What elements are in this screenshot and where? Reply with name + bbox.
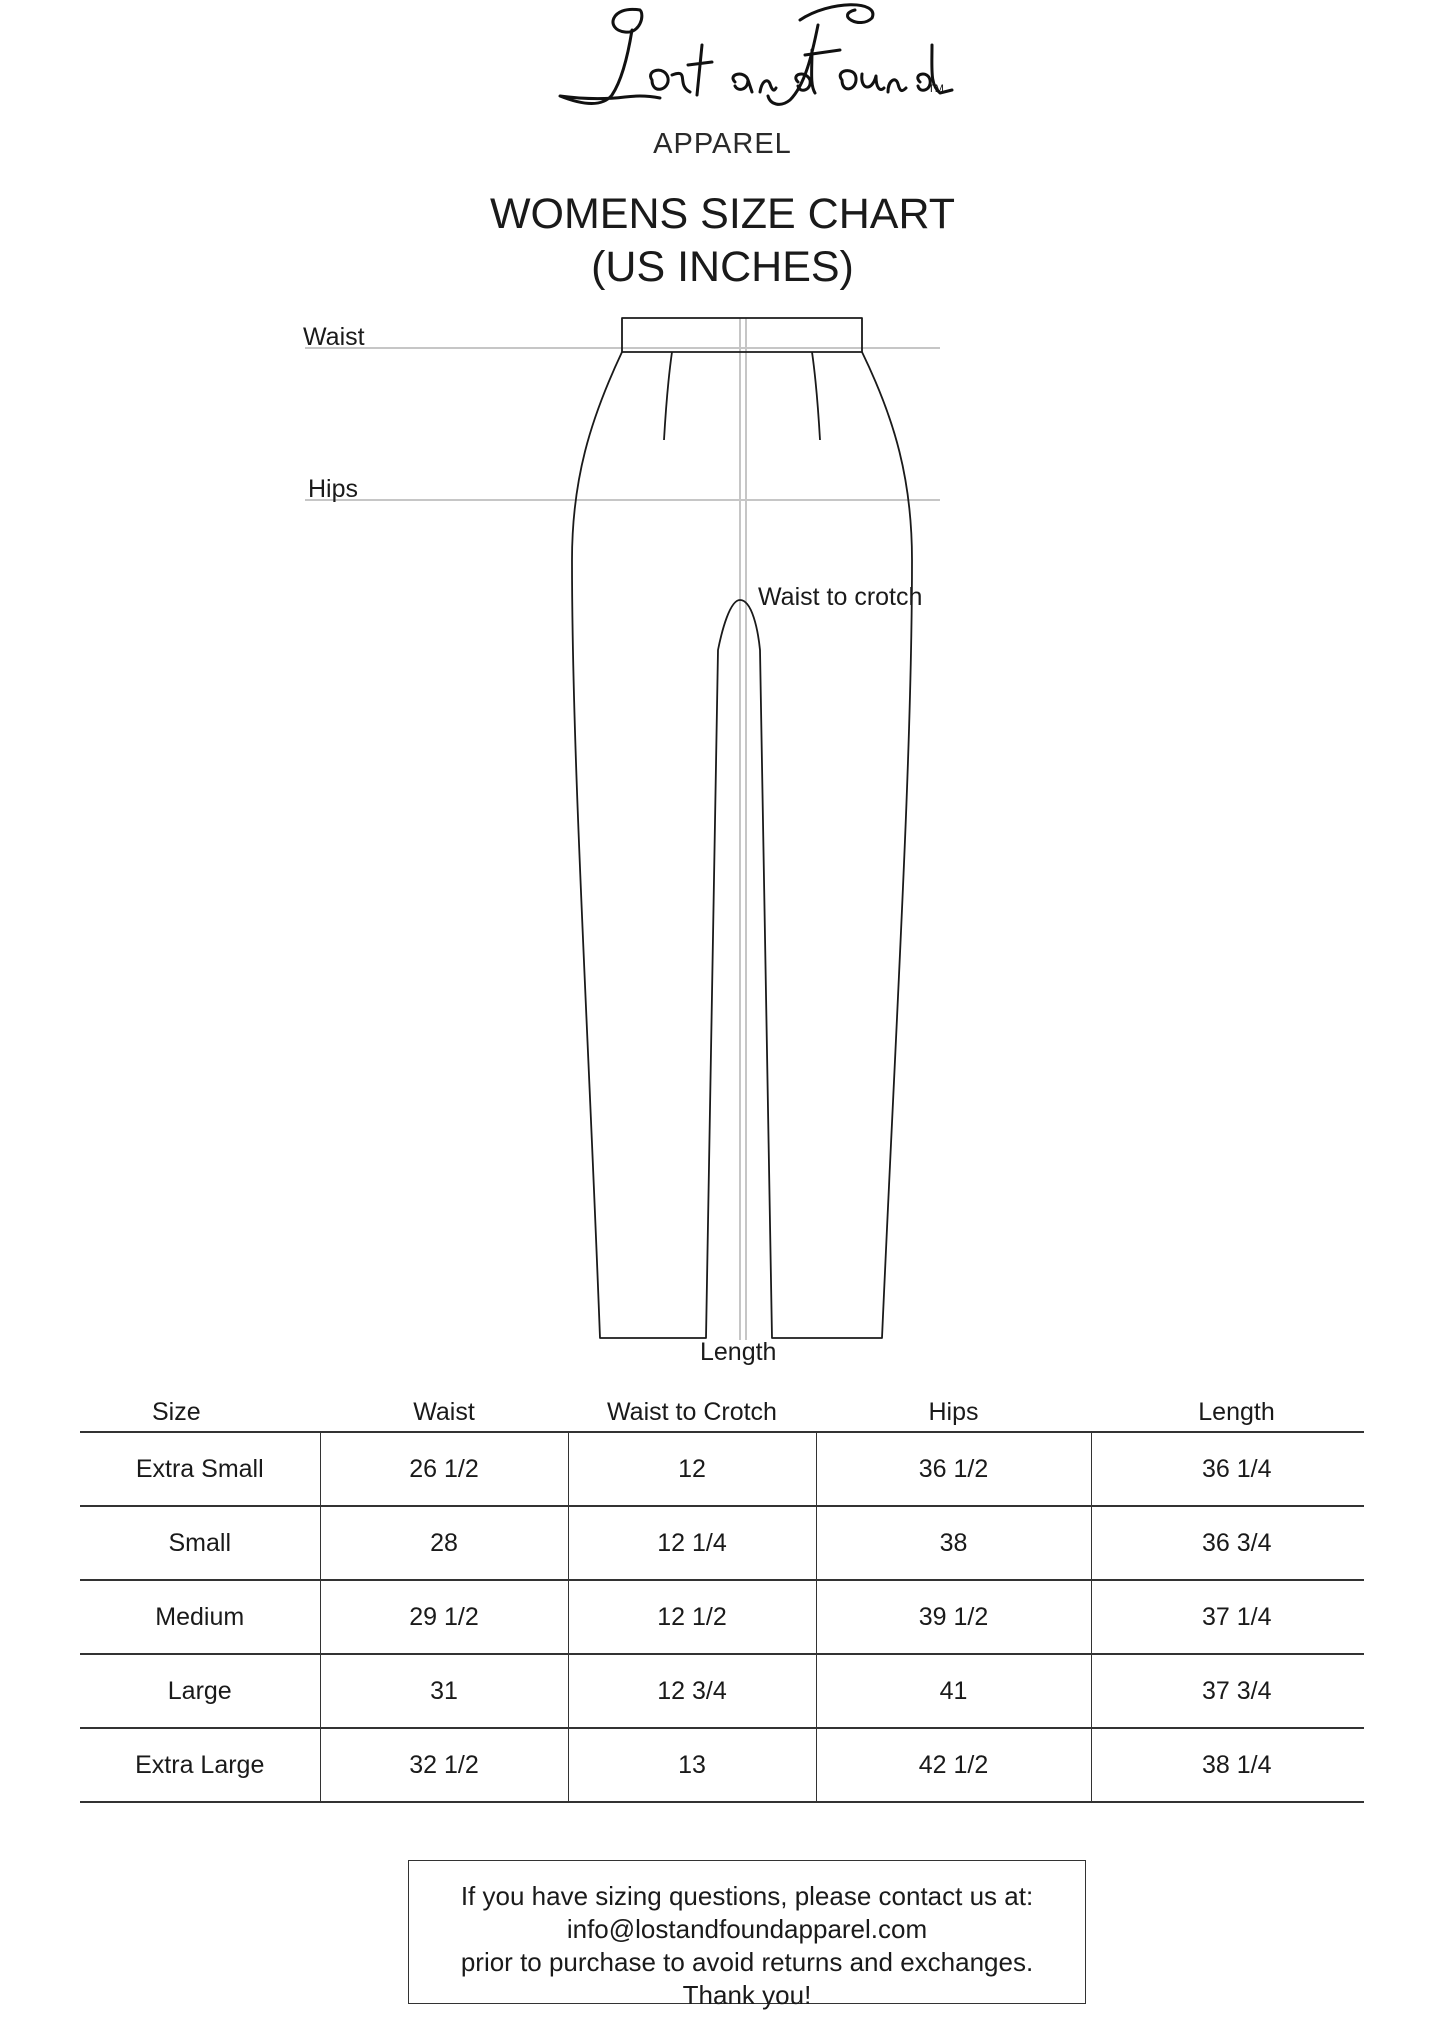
- cell-size: Extra Large: [80, 1728, 320, 1802]
- header-length: Length: [1091, 1375, 1364, 1432]
- cell-hips: 36 1/2: [816, 1432, 1091, 1506]
- header-waist-to-crotch: Waist to Crotch: [568, 1375, 816, 1432]
- size-table: [80, 1375, 1364, 1803]
- contact-box: [408, 1860, 1086, 2010]
- cell-size: Large: [80, 1654, 320, 1728]
- header-waist: Waist: [320, 1375, 568, 1432]
- page-title: [0, 188, 1445, 294]
- header-hips: Hips: [816, 1375, 1091, 1432]
- cell-waist: 32 1/2: [320, 1728, 568, 1802]
- length-label: Length: [700, 1338, 777, 1366]
- cell-waist-to-crotch: 12 3/4: [568, 1654, 816, 1728]
- cell-size: Small: [80, 1506, 320, 1580]
- cell-waist-to-crotch: 13: [568, 1728, 816, 1802]
- cell-waist: 29 1/2: [320, 1580, 568, 1654]
- pants-diagram: [0, 300, 1445, 1370]
- cell-waist: 26 1/2: [320, 1432, 568, 1506]
- cell-hips: 39 1/2: [816, 1580, 1091, 1654]
- cell-hips: 38: [816, 1506, 1091, 1580]
- contact-line-4: Thank you!: [682, 1980, 812, 2010]
- header-size: Size: [80, 1375, 320, 1432]
- waist-to-crotch-label: Waist to crotch: [758, 583, 923, 611]
- table-row: [80, 1506, 1364, 1580]
- hips-label: Hips: [308, 475, 359, 503]
- cell-waist: 31: [320, 1654, 568, 1728]
- table-row: [80, 1654, 1364, 1728]
- cell-length: 36 3/4: [1091, 1506, 1364, 1580]
- cell-size: Extra Small: [80, 1432, 320, 1506]
- cell-hips: 42 1/2: [816, 1728, 1091, 1802]
- cell-waist-to-crotch: 12 1/4: [568, 1506, 816, 1580]
- trademark-mark: TM: [928, 83, 944, 95]
- cell-length: 38 1/4: [1091, 1728, 1364, 1802]
- brand-logo: [0, 0, 1445, 125]
- table-row: [80, 1580, 1364, 1654]
- cell-length: 37 3/4: [1091, 1654, 1364, 1728]
- contact-line-1: If you have sizing questions, please contact us at:: [460, 1881, 1034, 1911]
- title-line-2: (US INCHES): [591, 243, 854, 291]
- title-line-1: WOMENS SIZE CHART: [489, 190, 956, 238]
- brand-logo-signature: [0, 0, 1445, 125]
- contact-email[interactable]: info@lostandfoundapparel.com: [566, 1914, 928, 1944]
- right-dart: [812, 352, 820, 440]
- cell-waist-to-crotch: 12: [568, 1432, 816, 1506]
- cell-length: 36 1/4: [1091, 1432, 1364, 1506]
- left-dart: [664, 352, 672, 440]
- pants-illustration: [0, 300, 1445, 1370]
- cell-size: Medium: [80, 1580, 320, 1654]
- contact-line-3: prior to purchase to avoid returns and exchanges.: [460, 1947, 1034, 1977]
- table-header-row: [80, 1375, 1364, 1432]
- cell-waist-to-crotch: 12 1/2: [568, 1580, 816, 1654]
- waistband: [622, 318, 862, 352]
- table-row: [80, 1432, 1364, 1506]
- cell-length: 37 1/4: [1091, 1580, 1364, 1654]
- cell-hips: 41: [816, 1654, 1091, 1728]
- brand-subtitle: APPAREL: [653, 128, 792, 160]
- cell-waist: 28: [320, 1506, 568, 1580]
- table-row: [80, 1728, 1364, 1802]
- waist-label: Waist: [303, 323, 365, 351]
